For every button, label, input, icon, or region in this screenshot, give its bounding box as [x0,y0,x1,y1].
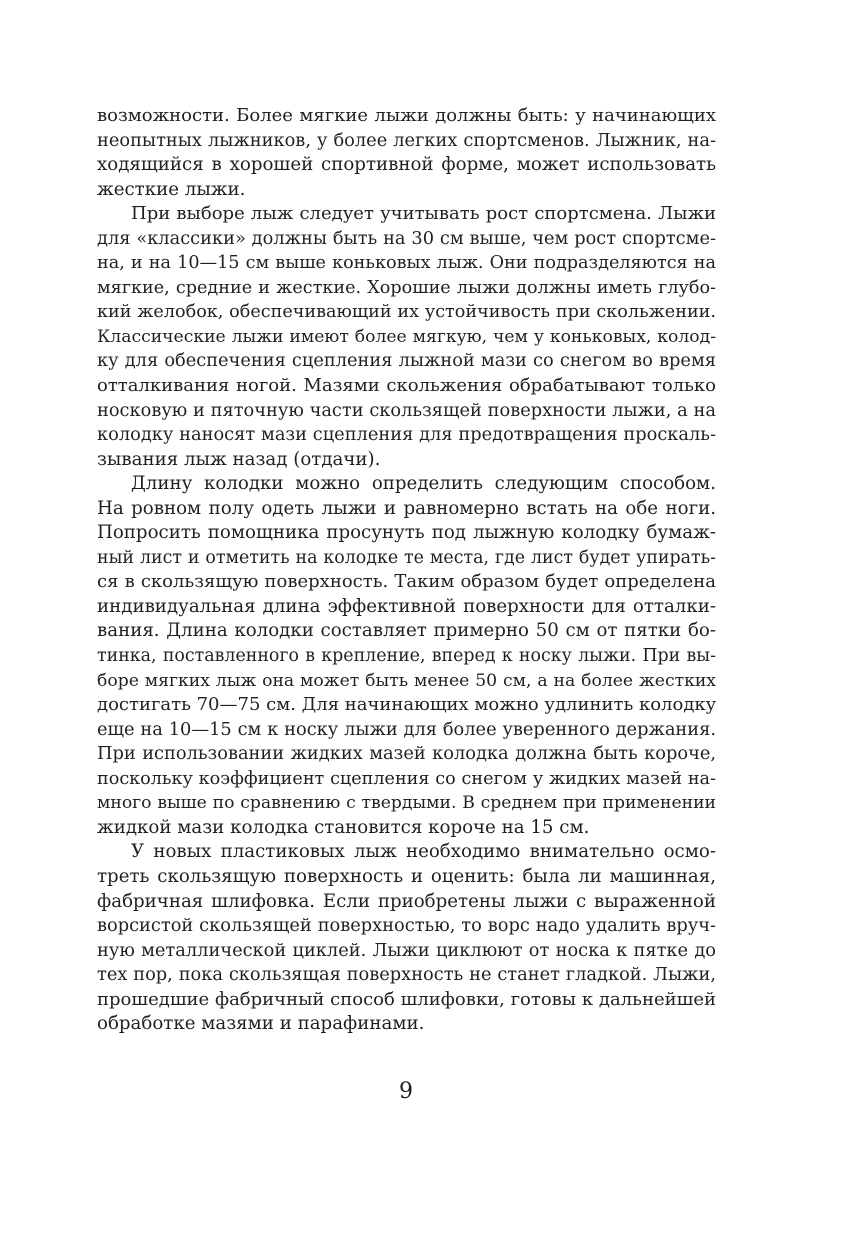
text-line: При использовании жидких мазей колодка должна быть короче, [97,743,716,765]
text-line: много выше по сравнению с твердыми. В среднем при применении [97,793,716,814]
text-line: жидкой мази колодка становится короче на 15 см. [97,816,590,838]
body-text [97,104,716,1037]
text-line: обработке мазями и парафинами. [97,1013,425,1035]
text-line: ходящийся в хорошей спортивной форме, может использовать [97,154,716,176]
text-line: треть скользящую поверхность и оценить: была ли машинная, [97,865,716,887]
text-line: жесткие лыжи. [97,178,246,200]
paragraph-1 [97,104,716,202]
text-line: индивидуальная длина эффективной поверхности для отталки- [97,595,716,617]
text-line: для «классики» должны быть на 30 см выше, чем рост спортсме- [97,227,716,249]
text-line: ся в скользящую поверхность. Таким образом будет определена [97,571,716,593]
text-line: зывания лыж назад (отдачи). [97,448,381,470]
text-line: еще на 10—15 см к носку лыжи для более уверенного держания. [97,718,716,740]
text-line: на, и на 10—15 см выше коньковых лыж. Они подразделяются на [97,253,716,274]
text-line: ку для обеспечения сцепления лыжной мази со снегом во время [97,350,716,372]
text-line: фабричная шлифовка. Если приобретены лыжи с выраженной [97,890,716,912]
text-line: Классические лыжи имеют более мягкую, чем у коньковых, колод- [97,326,716,347]
text-line: кий желобок, обеспечивающий их устойчивость при скольжении. [97,302,716,323]
text-line: колодку наносят мази сцепления для предотвращения проскаль- [97,424,716,446]
text-line: ную металлической циклей. Лыжи циклюют от носка к пятке до [97,939,716,961]
text-line: боре мягких лыж она может быть менее 50 см, а на более жестких [97,670,716,691]
text-line: ворсистой скользящей поверхностью, то ворс надо удалить вруч- [97,915,716,937]
text-line: тех пор, пока скользящая поверхность не станет гладкой. Лыжи, [97,964,716,986]
text-line: возможности. Более мягкие лыжи должны быть: у начинающих [97,105,716,126]
text-line: вания. Длина колодки составляет примерно 50 см от пятки бо- [97,620,716,642]
text-line: Длину колодки можно определить следующим способом. [131,473,716,495]
text-line: На ровном полу одеть лыжи и равномерно встать на обе ноги. [97,497,716,519]
text-line: поскольку коэффициент сцепления со снегом у жидких мазей на- [97,768,716,789]
paragraph-4 [97,840,716,1036]
text-line: мягкие, средние и жесткие. Хорошие лыжи должны иметь глубо- [97,277,716,298]
text-line: ный лист и отметить на колодке те места, где лист будет упирать- [97,547,716,568]
text-line: достигать 70—75 см. Для начинающих можно удлинить колодку [97,694,717,716]
text-line: отталкивания ногой. Мазями скольжения обрабатывают только [97,375,716,397]
text-line: У новых пластиковых лыж необходимо внимательно осмо- [131,841,716,863]
text-line: носковую и пяточную части скользящей поверхности лыжи, а на [97,399,716,421]
paragraph-2 [97,202,716,472]
text-line: Попросить помощника просунуть под лыжную колодку бумаж- [97,522,716,544]
paragraph-3 [97,472,716,840]
text-line: прошедшие фабричный способ шлифовки, готовы к дальнейшей [97,988,716,1010]
page-number: 9 [399,1079,413,1104]
text-line: При выборе лыж следует учитывать рост спортсмена. Лыжи [131,203,716,225]
text-line: тинка, поставленного в крепление, вперед к носку лыжи. При вы- [97,646,716,667]
text-line: неопытных лыжников, у более легких спортсменов. Лыжник, на- [97,129,716,151]
